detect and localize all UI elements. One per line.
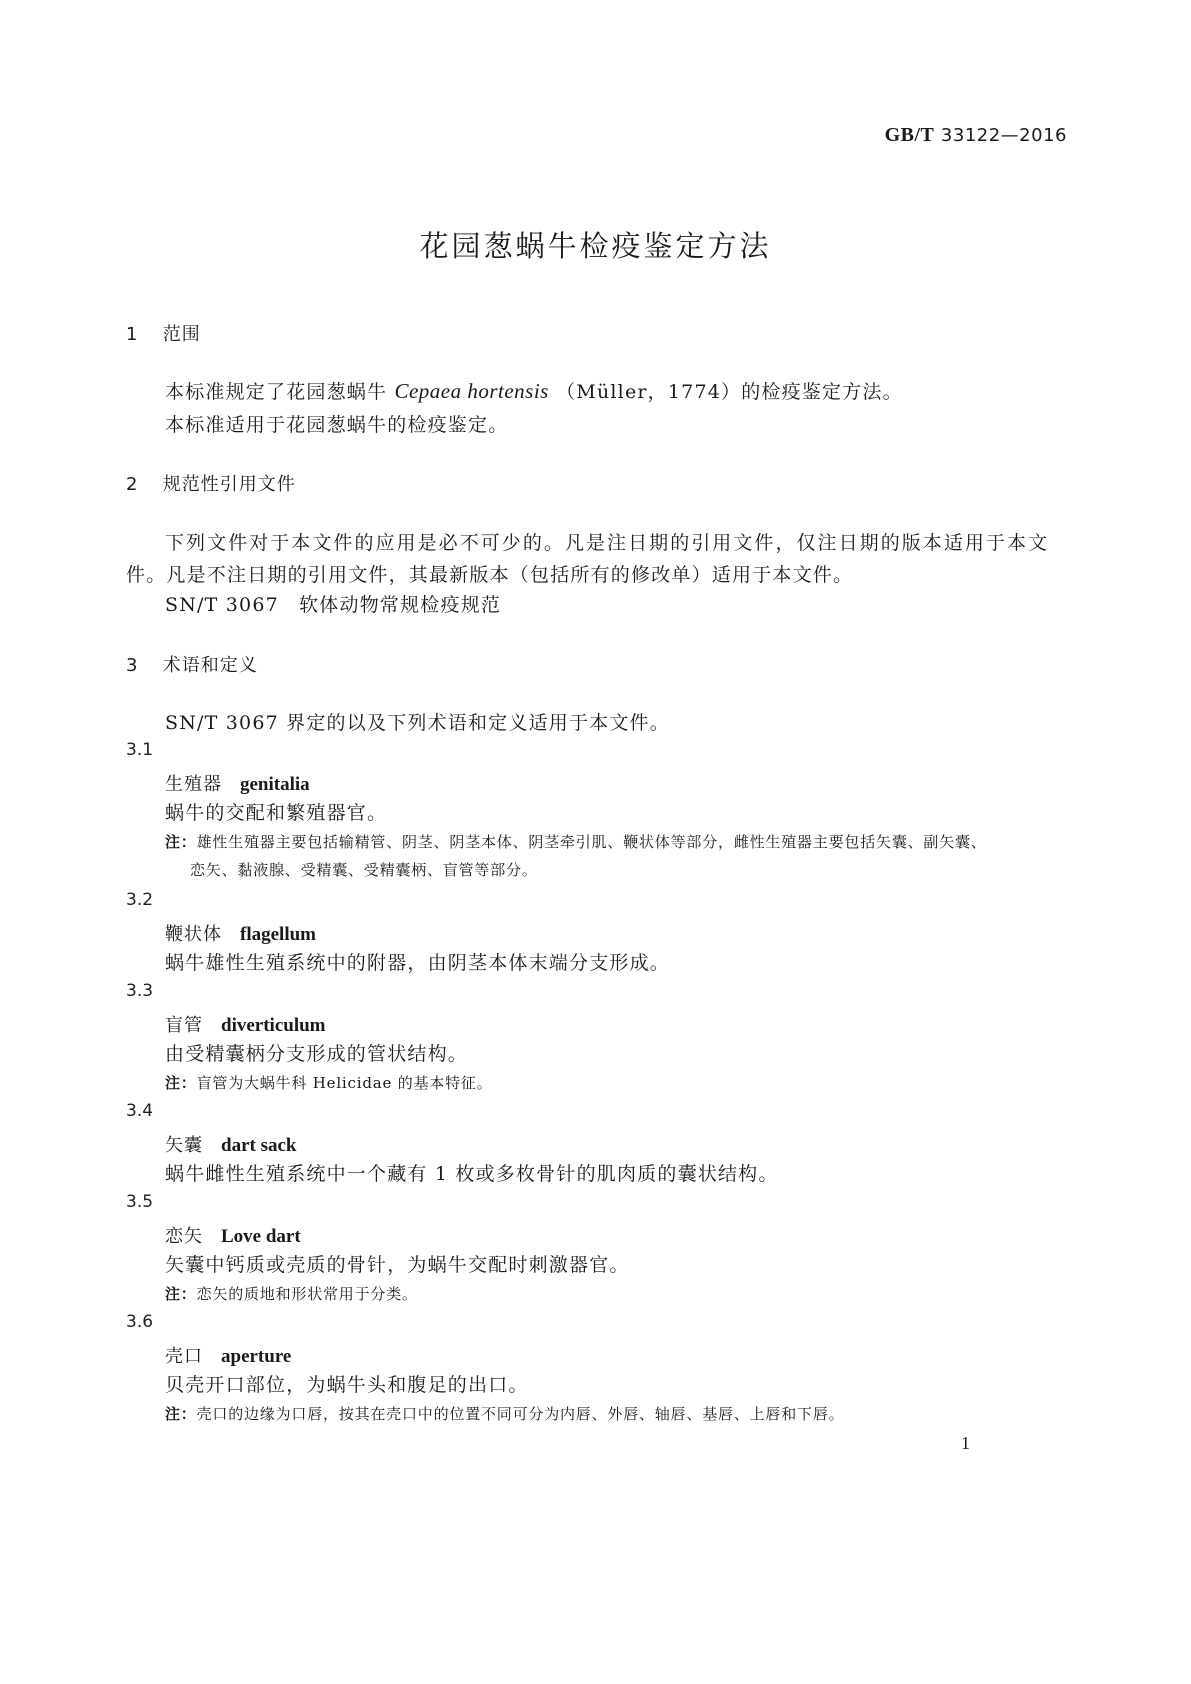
normative-reference: SN/T 3067 软体动物常规检疫规范 — [165, 594, 502, 616]
note-text: 恋矢的质地和形状常用于分类。 — [196, 1285, 418, 1303]
term-heading — [165, 920, 316, 946]
term-number: 3.4 — [126, 1101, 154, 1121]
note-label: 注： — [165, 833, 197, 851]
page-number: 1 — [961, 1433, 970, 1453]
standard-code — [885, 124, 1067, 147]
scope-paragraph-2: 本标准适用于花园葱蜗牛的检疫鉴定。 — [165, 414, 509, 436]
term-note — [165, 831, 987, 852]
term-number: 3.1 — [126, 740, 154, 760]
term-number: 3.2 — [126, 890, 154, 910]
term-definition: 蜗牛雌性生殖系统中一个藏有 1 枚或多枚骨针的肌肉质的囊状结构。 — [165, 1163, 779, 1185]
note-label: 注： — [165, 1405, 197, 1423]
note-label: 注： — [165, 1074, 197, 1092]
term-note — [165, 1403, 844, 1424]
section-title: 范围 — [162, 324, 201, 345]
term-heading — [165, 1342, 291, 1368]
term-heading — [165, 1011, 326, 1037]
term-english: aperture — [221, 1346, 292, 1367]
note-text: 壳口的边缘为口唇，按其在壳口中的位置不同可分为内唇、外唇、轴唇、基唇、上唇和下唇。 — [196, 1405, 845, 1423]
term-chinese: 矢囊 — [165, 1135, 203, 1156]
section-2-heading — [126, 470, 296, 496]
section-3-heading — [126, 651, 258, 677]
term-english: diverticulum — [221, 1015, 326, 1036]
normative-paragraph-line-2: 件。凡是不注日期的引用文件，其最新版本（包括所有的修改单）适用于本文件。 — [126, 564, 854, 586]
note-text: 雄性生殖器主要包括输精管、阴茎、阴茎本体、阴茎牵引肌、鞭状体等部分，雌性生殖器主要包括矢囊、副矢囊、 — [196, 833, 987, 851]
scope-text-cont: （Müller，1774）的检疫鉴定方法。 — [556, 381, 903, 403]
section-title: 术语和定义 — [162, 655, 258, 676]
section-number: 3 — [126, 655, 139, 676]
term-number: 3.5 — [126, 1192, 154, 1212]
term-english: flagellum — [240, 924, 316, 945]
note-text: 盲管为大蜗牛科 Helicidae 的基本特征。 — [196, 1074, 493, 1092]
normative-paragraph-line-1: 下列文件对于本文件的应用是必不可少的。凡是注日期的引用文件，仅注日期的版本适用于本文 — [165, 532, 1050, 554]
term-chinese: 壳口 — [165, 1346, 203, 1367]
term-english: Love dart — [221, 1226, 301, 1247]
latin-species-name: Cepaea hortensis — [394, 379, 549, 403]
term-note-cont: 恋矢、黏液腺、受精囊、受精囊柄、盲管等部分。 — [190, 861, 538, 879]
section-1-heading — [126, 320, 201, 346]
section-number: 1 — [126, 324, 139, 345]
standard-code-number: 33122—2016 — [940, 125, 1067, 146]
section-title: 规范性引用文件 — [162, 474, 296, 495]
term-english: dart sack — [221, 1135, 297, 1156]
section-number: 2 — [126, 474, 139, 495]
document-title: 花园葱蜗牛检疫鉴定方法 — [419, 229, 772, 263]
term-definition: 蜗牛雄性生殖系统中的附器，由阴茎本体末端分支形成。 — [165, 952, 671, 974]
term-definition: 贝壳开口部位，为蜗牛头和腹足的出口。 — [165, 1374, 529, 1396]
term-number: 3.3 — [126, 981, 154, 1001]
term-heading — [165, 1222, 301, 1248]
term-chinese: 恋矢 — [165, 1226, 203, 1247]
term-definition: 蜗牛的交配和繁殖器官。 — [165, 802, 388, 824]
term-heading — [165, 770, 310, 796]
term-chinese: 生殖器 — [165, 774, 222, 795]
term-chinese: 盲管 — [165, 1015, 203, 1036]
terms-intro: SN/T 3067 界定的以及下列术语和定义适用于本文件。 — [165, 712, 670, 734]
term-note — [165, 1283, 418, 1304]
term-chinese: 鞭状体 — [165, 924, 222, 945]
standard-code-prefix: GB/T — [884, 124, 935, 146]
term-heading — [165, 1131, 296, 1157]
term-number: 3.6 — [126, 1312, 154, 1332]
term-note — [165, 1072, 493, 1093]
note-label: 注： — [165, 1285, 197, 1303]
term-definition: 矢囊中钙质或壳质的骨针，为蜗牛交配时刺激器官。 — [165, 1254, 630, 1276]
term-definition: 由受精囊柄分支形成的管状结构。 — [165, 1043, 469, 1065]
term-english: genitalia — [240, 774, 310, 795]
scope-text: 本标准规定了花园葱蜗牛 — [165, 381, 388, 403]
scope-paragraph-1 — [165, 377, 903, 404]
